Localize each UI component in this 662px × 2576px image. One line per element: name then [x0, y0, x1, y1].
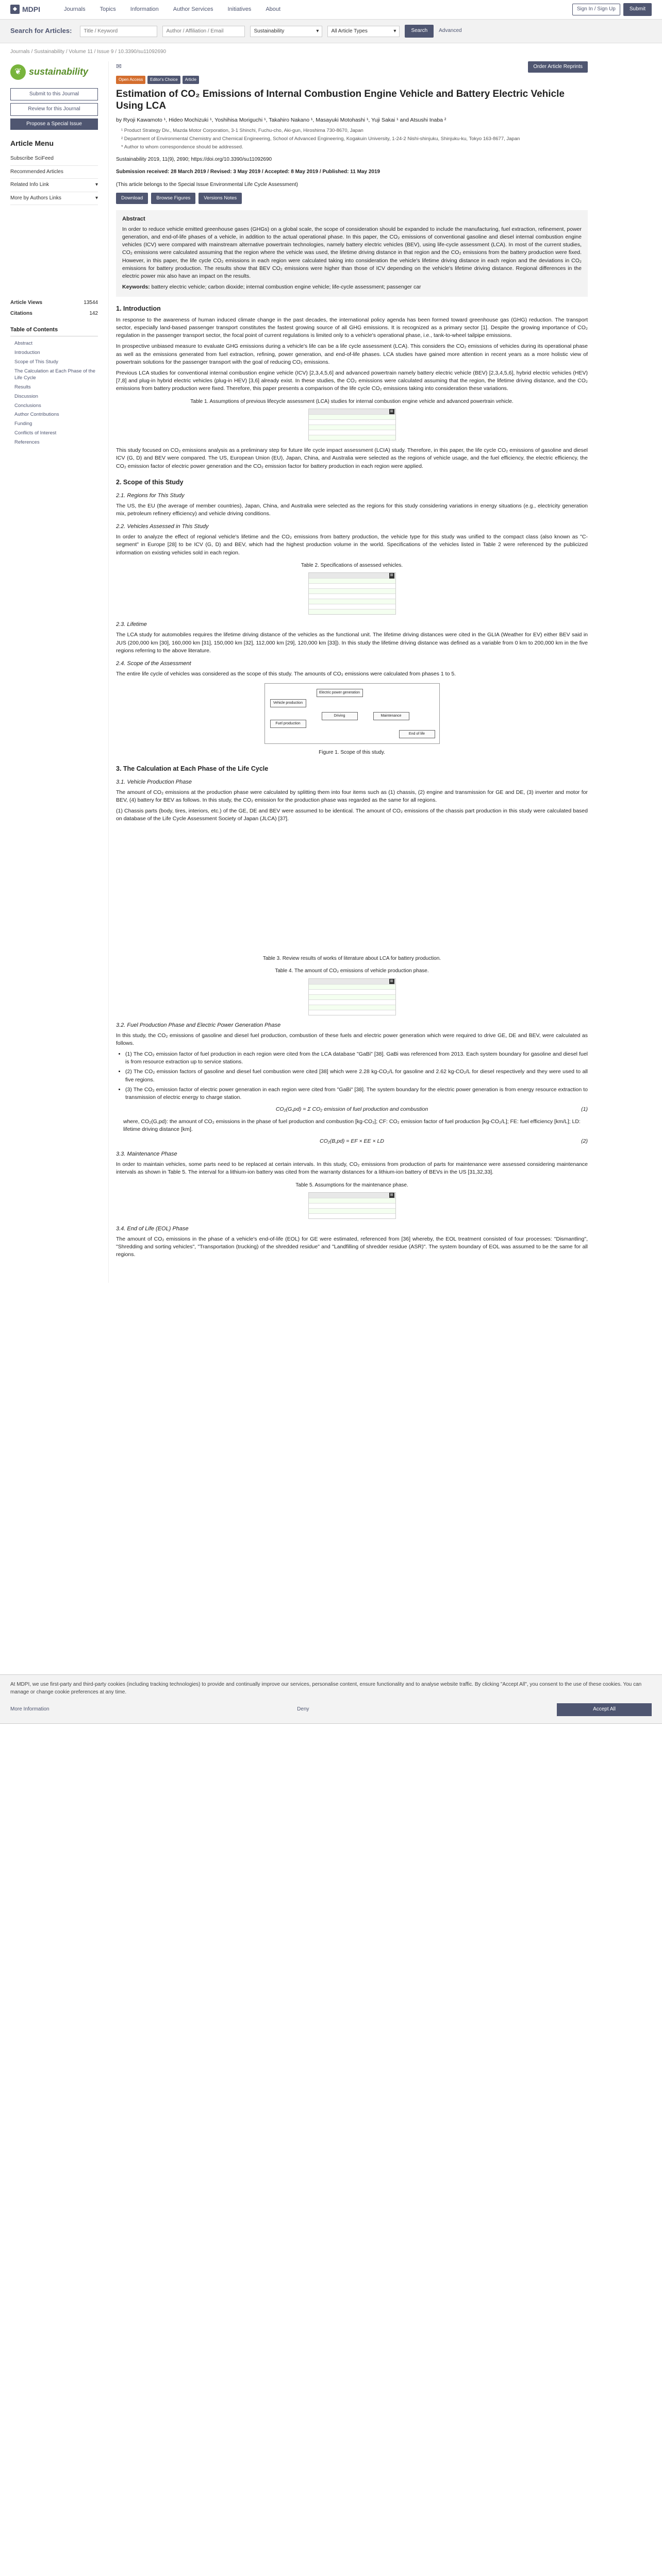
table-header — [309, 1193, 395, 1198]
expand-icon[interactable]: ⊞ — [389, 979, 394, 984]
deny-cookies-button[interactable]: Deny — [297, 1706, 309, 1712]
table-row — [309, 430, 395, 435]
figure1-scope-diagram[interactable] — [264, 683, 440, 744]
journal-select[interactable] — [250, 26, 322, 37]
paragraph: In response to the awareness of human induced climate change in the past decades, the international policy agenda has been formed toward greenhouse gas (GHG) reduction. The transport sector, especially land-based passenger transport constitutes the fastest growing source of all GHG emissions. It is recognized as a primary sector [1]. Despite the growing importance of CO₂ regulation in the passenger transport sector, the focal point of current regulations is limited only to a vehicle's operational phase, i.e., tank-to-wheel tailpipe emissions. — [116, 316, 588, 339]
table-row — [309, 1010, 395, 1015]
chevron-down-icon: ▾ — [316, 28, 319, 34]
open-access-badge: Open Access — [116, 76, 145, 84]
article-menu-title: Article Menu — [10, 139, 54, 147]
stat-value: 142 — [89, 310, 98, 316]
article-actions — [116, 193, 588, 204]
table-header — [309, 409, 395, 414]
table3-caption: Table 3. Review results of works of literature about LCA for battery production. — [262, 955, 441, 961]
subsection-end-of-life: 3.4. End of Life (EOL) Phase — [116, 1226, 189, 1232]
fig-box-end-of-life: End of life — [399, 730, 435, 738]
search-label: Search for Articles: — [10, 27, 72, 35]
table-row — [309, 1208, 395, 1213]
fig-box-power-generation: Electric power generation — [317, 689, 363, 697]
search-button[interactable]: Search — [405, 25, 434, 38]
browse-figures-button[interactable]: Browse Figures — [151, 193, 195, 204]
table5-thumbnail[interactable] — [308, 1192, 396, 1219]
nav-about[interactable]: About — [266, 6, 281, 12]
stat-label: Citations — [10, 310, 32, 316]
expand-icon[interactable]: ⊞ — [389, 1193, 394, 1198]
table-row — [309, 414, 395, 419]
menu-item-more-by-authors[interactable] — [10, 192, 98, 206]
journal-logo[interactable] — [10, 61, 98, 83]
menu-label: Recommended Articles — [10, 168, 63, 175]
toc-results[interactable]: Results — [14, 384, 31, 391]
main-nav — [64, 6, 280, 14]
table4-thumbnail[interactable] — [308, 978, 396, 1015]
paragraph: (1) Chassis parts (body, tires, interiors, etc.) of the GE, DE and BEV were assumed to be identical. The amount of CO₂ emissions of the chassis part production in this study were calculated based on database of the Life Cycle Assessment Society of Japan (JLCA) [37]. — [116, 808, 588, 822]
correspondence-note: * Author to whom correspondence should be addressed. — [121, 144, 243, 150]
cookie-text: At MDPI, we use first-party and third-party cookies (including tracking technologies) to provide and continually improve our services, personalise content, ensure functionality and to analyse website traffic. By clicking "Accept All", you consent to the use of these cookies. You can manage or change cookie preferences at any time. — [10, 1682, 642, 1695]
table-row — [309, 583, 395, 588]
article-views-stat — [10, 298, 98, 309]
article-type-value: All Article Types — [331, 28, 368, 34]
table-row — [309, 588, 395, 594]
menu-label: Related Info Link — [10, 182, 49, 188]
affiliation-2: ² Department of Environmental Chemistry and Chemical Engineering, School of Advanced Engineering, Kogakuin University, 1-24-2 Nishi-shinjuku, Shinjuku-ku, Tokyo 163-8677, Japan — [121, 136, 520, 142]
section-introduction: 1. Introduction — [116, 304, 161, 312]
stat-label: Article Views — [10, 300, 43, 306]
author-list[interactable]: by Ryoji Kawamoto ¹, Hideo Mochizuki ¹, Yoshihisa Moriguchi ¹, Takahiro Nakano ¹, Masayuki Motohashi ¹, Yuji Sakai ¹ and Atsushi Inaba ² — [116, 117, 446, 124]
toc-references[interactable]: References — [14, 439, 40, 445]
subsection-lifetime: 2.3. Lifetime — [116, 621, 147, 628]
table4-caption: Table 4. The amount of CO₂ emissions of vehicle production phase. — [275, 968, 429, 974]
table-row — [309, 1005, 395, 1010]
list-item: • (1) The CO₂ emission factor of fuel production in each region were cited from the LCA database "GaBi" [38]. GaBi was referenced from 2013. Each system boundary for gasoline and diesel fuel is from resource extraction up to service stations. — [125, 1050, 588, 1066]
list-item: • (2) The CO₂ emission factors of gasoline and diesel fuel combustion were cited [38] which were 2.28 kg-CO₂/L for gasoline and 2.62 kg-CO₂/L for diesel respectively and they were used to all five regions. — [125, 1068, 588, 1083]
keywords-list[interactable]: battery electric vehicle; carbon dioxide; internal combustion engine vehicle; life-cycle assessment; passenger car — [151, 284, 421, 291]
paragraph: In order to maintain vehicles, some parts need to be replaced at certain intervals. In this study, CO₂ emissions from production of parts for maintenance were assessed considering maintenance intervals as shown in Table 5. The interval for a lithium-ion battery was cited from the warranty distances for a lithium-ion battery of BEVs in the US [31,32,33]. — [116, 1161, 588, 1176]
abstract-text: In order to reduce vehicle emitted greenhouse gases (GHGs) on a global scale, the scope of consideration should be expanded to include the manufacturing, fuel extraction, refinement, power generation, and end-of-life phases of a vehicle, in addition to the actual operational phase. In this paper, the CO₂ emissions of conventional gasoline and diesel internal combustion engine vehicles (ICV) were compared with mainstream alternative powertrain technologies, namely battery electric vehicles (BEV), using life-cycle assessment (LCA). In most of the current studies, CO₂ emissions were calculated assuming that the region where the vehicle was used, the lifetime driving distance in that region and the CO₂ emissions from the battery production were fixed. However, in this paper, the life cycle CO₂ emissions in each region were calculated taking into consideration the vehicle's lifetime driving distance in each region and the deviations in CO₂ emissions for battery production. The results show that BEV CO₂ emissions were higher than those of ICV depending on the vehicle's lifetime driving distance. Regional differences in the electric power mix also have an impact on the results. — [122, 226, 582, 280]
download-button[interactable]: Download — [116, 193, 148, 204]
citations-stat — [10, 309, 98, 319]
sign-in-button[interactable]: Sign In / Sign Up — [572, 4, 620, 15]
accept-all-button[interactable]: Accept All — [557, 1703, 652, 1716]
chevron-down-icon: ▾ — [393, 28, 396, 34]
leaf-icon: ❦ — [10, 64, 26, 80]
paragraph: This study focused on CO₂ emissions analysis as a preliminary step for future life cycle impact assessment (LCIA) study. Therefore, in this paper, the life cycle CO₂ emissions of gasoline and diesel ICV (G, D) and BEV were compared. The US, European Union (EU), Japan, China, and Australia were selected as the regions of vehicle usage, and the fuel efficiency, the electric efficiency, the CO₂ emission factor of electric power generation and the CO₂ emission factor for battery production in each region were applied. — [116, 447, 588, 469]
table-row — [309, 419, 395, 425]
table-row — [309, 609, 395, 614]
table-of-contents — [10, 339, 98, 447]
table2-caption: Table 2. Specifications of assessed vehicles. — [301, 562, 403, 568]
equation-number: (2) — [581, 1138, 588, 1144]
menu-item-related-info[interactable] — [10, 179, 98, 192]
equation-text: CO₂(G,pd) = Σ CO₂ emission of fuel production and combustion — [275, 1106, 428, 1113]
fig-box-maintenance: Maintenance — [373, 712, 409, 720]
mdpi-logo[interactable] — [10, 4, 40, 14]
table-row — [309, 999, 395, 1005]
nav-initiatives[interactable]: Initiatives — [227, 6, 252, 12]
search-bar — [0, 20, 662, 43]
nav-author-services[interactable]: Author Services — [173, 6, 213, 12]
subsection-regions: 2.1. Regions for This Study — [116, 492, 185, 499]
table1-caption: Table 1. Assumptions of previous lifecycle assessment (LCA) studies for internal combustion engine vehicle and advanced powertrain vehicle. — [190, 398, 514, 404]
cookie-banner — [0, 1674, 662, 1724]
equation-2 — [116, 1138, 588, 1145]
nav-information[interactable]: Information — [130, 6, 159, 12]
abstract-box — [116, 210, 588, 297]
advanced-search-link[interactable]: Advanced — [439, 28, 462, 34]
paragraph: Previous LCA studies for conventional internal combustion engine vehicle (ICV) [2,3,4,5,6] and advanced powertrain namely battery electric vehicle (BEV) [2,3,4,5,6], hybrid electric vehicles (HEV) [7,8] and plug-in hybrid electric vehicles (plug-in HEV) [3,6] already exist. In these studies, the CO₂ emissions were calculated assuming that the region, the lifetime driving distance, and the CO₂ emissions from battery production were fixed. Therefore, this paper presents a comparison of the life cycle CO₂ emissions taking into consideration these variations. — [116, 370, 588, 392]
paragraph: In prospective unbiased measure to evaluate GHG emissions during a vehicle's life can be a life cycle assessment (LCA). This considers the CO₂ emissions of vehicles during its operational phase as well as the emissions generated from fuel extraction, refining, power generation, and end-of-life phases. LCA studies have gained more attention in recent years as a more holistic view of powertrain solutions for the passenger transport with the goal of reducing CO₂ emissions. — [116, 343, 588, 365]
paragraph: The entire life cycle of vehicles was considered as the scope of this study. The amounts of CO₂ emissions were calculated from phases 1 to 5. — [116, 670, 456, 677]
nav-topics[interactable]: Topics — [100, 6, 116, 12]
order-reprints-button[interactable]: Order Article Reprints — [528, 61, 588, 73]
table-row — [309, 984, 395, 989]
table-row — [309, 994, 395, 999]
menu-item-scifeed[interactable] — [10, 152, 98, 166]
keywords-label: Keywords: — [122, 284, 150, 291]
menu-item-recommended[interactable] — [10, 166, 98, 179]
toc-discussion[interactable]: Discussion — [14, 393, 38, 399]
table-row — [309, 435, 395, 440]
table5-caption: Table 5. Assumptions for the maintenance phase. — [295, 1182, 408, 1188]
menu-label: Subscribe SciFeed — [10, 156, 54, 162]
paragraph: The LCA study for automobiles requires the lifetime driving distance of the vehicles as the functional unit. The lifetime driving distances were cited in the GLIA (Weather for EV) either BEV said in JUS (200,000 km [30], 160,000 km [31], 150,000 km [32], 112,000 km [29], 120,000 km [33]). In this study the lifetime driving distance was defined as a variable from 0 km to 200,000 km in the five regions referring to the above literature. — [116, 632, 588, 654]
subsection-scope-assessment: 2.4. Scope of the Assessment — [116, 660, 191, 667]
toc-author-contributions[interactable]: Author Contributions — [14, 412, 59, 418]
table-row — [309, 1198, 395, 1203]
paragraph: In order to analyze the effect of regional vehicle's lifetime and the CO₂ emissions from battery production, the vehicle type for this study was unified to the compact class (also known as "C-segment" in Europe [28] to be ICV (G, D) and BEV, which had the highest production volume in the world. Specifications of the vehicles listed in Table 2 were referenced by the publicized information on existing vehicles sold in each region. — [116, 534, 588, 556]
stat-value: 13544 — [84, 300, 98, 306]
left-sidebar — [10, 61, 98, 1283]
figure1-caption: Figure 1. Scope of this study. — [319, 750, 385, 756]
table-row — [309, 599, 395, 604]
journal-select-value: Sustainability — [254, 28, 285, 34]
fig-box-fuel-production: Fuel production — [270, 720, 306, 728]
submit-button[interactable]: Submit — [623, 3, 652, 16]
citation-line[interactable]: Sustainability 2019, 11(9), 2690; https://doi.org/10.3390/su11092690 — [116, 156, 272, 162]
menu-label: More by Authors Links — [10, 195, 61, 201]
special-issue-line[interactable]: (This article belongs to the Special Issue Environmental Life Cycle Assessment) — [116, 181, 298, 188]
table2-thumbnail[interactable] — [308, 572, 396, 615]
chevron-down-icon: ▾ — [95, 195, 98, 201]
subsection-vehicle-production: 3.1. Vehicle Production Phase — [116, 778, 192, 785]
toc-title: Table of Contents — [10, 326, 98, 336]
fig-box-vehicle-production: Vehicle production — [270, 699, 306, 707]
breadcrumb[interactable]: Journals / Sustainability / Volume 11 / Issue 9 / 10.3390/su11092690 — [10, 49, 167, 55]
submit-to-journal-button[interactable]: Submit to this Journal — [10, 88, 98, 101]
dates-line: Submission received: 28 March 2019 / Revised: 3 May 2019 / Accepted: 8 May 2019 / Published: 11 May 2019 — [116, 169, 380, 175]
article-badges — [116, 76, 588, 84]
toc-conflicts[interactable]: Conflicts of Interest — [14, 430, 57, 436]
table-row — [309, 604, 395, 609]
equation-text: CO₂(B,pd) = EF × EE × LD — [320, 1138, 384, 1144]
review-for-journal-button[interactable]: Review for this Journal — [10, 103, 98, 116]
journal-name: sustainability — [29, 66, 89, 77]
affiliation-1: ¹ Product Strategy Div., Mazda Motor Corporation, 3-1 Shinchi, Fuchu-cho, Aki-gun, Hiroshima 730-8670, Japan — [121, 128, 363, 134]
nav-journals[interactable]: Journals — [64, 6, 86, 12]
article-type-badge: Article — [183, 76, 199, 84]
equation-where: where, CO₂(G,pd): the amount of CO₂ emissions in the phase of fuel production and combustion [kg-CO₂]; CF: CO₂ emission factor of fuel production [kg-CO₂/L]; FE: fuel efficiency [km/L]; LD: lifetime driving distance [km]. — [123, 1118, 581, 1132]
toc-calculation[interactable]: The Calculation at Each Phase of the Life Cycle — [14, 368, 95, 381]
table-row — [309, 1213, 395, 1218]
table-header — [309, 573, 395, 578]
toc-funding[interactable]: Funding — [14, 421, 32, 427]
toc-scope[interactable]: Scope of This Study — [14, 359, 58, 365]
versions-notes-button[interactable]: Versions Notes — [198, 193, 242, 204]
share-icon[interactable]: ✉ — [116, 62, 122, 71]
paragraph: The US, the EU (the average of member countries), Japan, China, and Australia were selected as the regions for this study considering variations in energy situations (e.g., electricity generation mix, petroleum refinery efficiency) and vehicle driving conditions. — [116, 502, 588, 517]
propose-special-issue-button[interactable]: Propose a Special Issue — [10, 118, 98, 130]
toc-introduction[interactable]: Introduction — [14, 350, 40, 355]
equation-1 — [116, 1106, 588, 1113]
toc-abstract[interactable]: Abstract — [14, 341, 32, 347]
more-information-link[interactable]: More Information — [10, 1706, 49, 1712]
paragraph: The amount of CO₂ emissions in the phase of a vehicle's end-of-life (EOL) for GE were estimated, referenced from [36] whereby, the EOL treatment consisted of four processes: "Dismantling", "Shredding and sorting vehicles", "Transportation (trucking) of the shredded residue" and "Landfilling of shredder residue (ASR)". The system boundary of EOL was assumed to be the same for all regions. — [116, 1235, 588, 1258]
fuel-list — [125, 1050, 588, 1101]
article-title: Estimation of CO₂ Emissions of Internal Combustion Engine Vehicle and Battery Electric Vehicle Using LCA — [116, 88, 565, 112]
top-bar — [0, 0, 662, 20]
sidebar-spacer — [10, 205, 98, 298]
title-keyword-input[interactable] — [80, 26, 157, 37]
expand-icon[interactable]: ⊞ — [389, 573, 394, 578]
article-type-select[interactable] — [327, 26, 400, 37]
toc-conclusions[interactable]: Conclusions — [14, 402, 41, 409]
table1-thumbnail[interactable] — [308, 409, 396, 440]
table-row — [309, 1203, 395, 1208]
table-row — [309, 578, 395, 583]
mdpi-logo-icon: ◆ — [10, 5, 20, 14]
table-header — [309, 979, 395, 984]
section-scope: 2. Scope of this Study — [116, 478, 184, 486]
article-main — [108, 61, 588, 1283]
section-calculation: 3. The Calculation at Each Phase of the Life Cycle — [116, 765, 269, 772]
abstract-heading: Abstract — [122, 215, 145, 222]
expand-icon[interactable]: ⊞ — [389, 409, 394, 414]
fig-box-driving: Driving — [322, 712, 358, 720]
page-bottom-spacer — [116, 1262, 588, 1283]
equation-number: (1) — [581, 1106, 588, 1113]
table-row — [309, 594, 395, 599]
subsection-vehicles: 2.2. Vehicles Assessed in This Study — [116, 523, 209, 530]
paragraph: The amount of CO₂ emissions at the production phase were calculated by splitting them into four items such as (1) chassis, (2) engine and transmission for GE and DE, (3) inverter and motor for BEV, (4) battery for BEV as follows. In this study, the CO₂ emission for the production phase was regarded as the same for all regions. — [116, 789, 588, 803]
table-row — [309, 989, 395, 994]
content-under-cookie — [116, 826, 588, 950]
keywords — [122, 283, 582, 291]
subsection-maintenance: 3.3. Maintenance Phase — [116, 1151, 177, 1158]
list-item: • (3) The CO₂ emission factor of electric power generation in each region were cited from "GaBi" [38]. The system boundary for the electric power generation is from energy resource extraction to transmission of electric energy to charge station. — [125, 1086, 588, 1101]
paragraph: In this study, the CO₂ emissions of gasoline and diesel fuel production, combustion of these fuels and electric power generation which were required to drive GE, DE and BEV, were calculated as follows. — [116, 1032, 588, 1046]
editors-choice-badge: Editor's Choice — [147, 76, 180, 84]
author-input[interactable] — [162, 26, 245, 37]
brand-name: MDPI — [22, 5, 40, 14]
chevron-down-icon: ▾ — [95, 182, 98, 188]
subsection-fuel-power: 3.2. Fuel Production Phase and Electric Power Generation Phase — [116, 1022, 281, 1028]
table-row — [309, 425, 395, 430]
